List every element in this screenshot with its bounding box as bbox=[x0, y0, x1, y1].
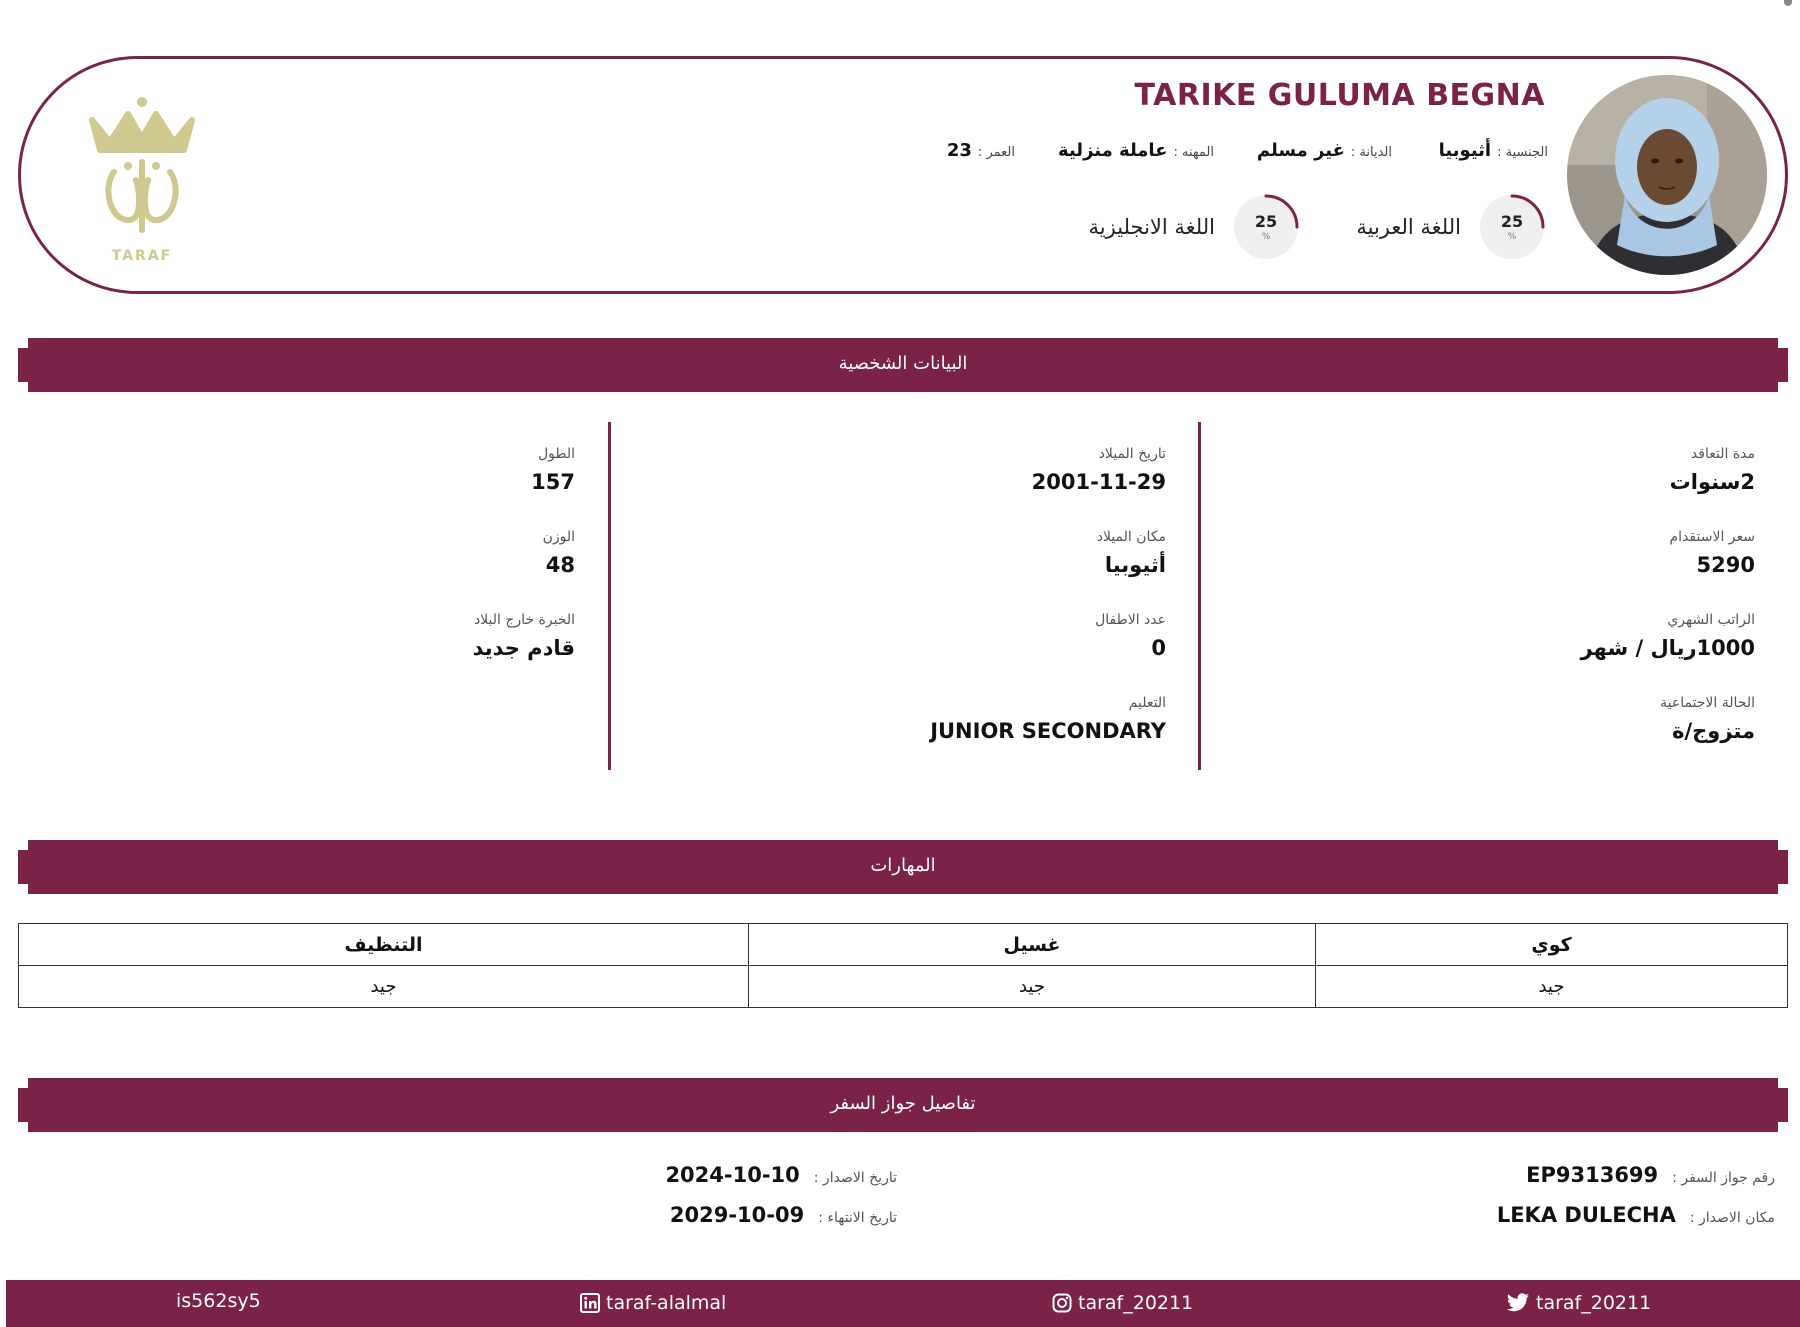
monthly-salary-field bbox=[1581, 612, 1755, 660]
taraf-logo bbox=[80, 92, 204, 264]
experience-abroad-field bbox=[473, 612, 575, 660]
skills-table bbox=[18, 923, 1788, 1008]
education-field bbox=[930, 695, 1166, 743]
passport-bar bbox=[18, 1078, 1788, 1132]
nationality-info bbox=[1439, 140, 1548, 161]
monthly-salary-value: 1000ريال / شهر bbox=[1580, 636, 1755, 660]
nationality-value: أثيوبيا bbox=[1438, 140, 1492, 161]
issue-place-label: مكان الاصدار : bbox=[1689, 1210, 1775, 1226]
recruitment-cost-label: سعر الاستقدام bbox=[1669, 529, 1755, 545]
birth-place-value: أثيوبيا bbox=[1104, 553, 1166, 577]
skill-ironing-level: جيد bbox=[1316, 966, 1788, 1008]
weight-value: 48 bbox=[545, 553, 575, 577]
children-count-field bbox=[1095, 612, 1166, 660]
expiry-date-value: 2029-10-09 bbox=[669, 1203, 805, 1227]
personal-data-title: البيانات الشخصية bbox=[838, 353, 968, 374]
language-arabic bbox=[1356, 194, 1545, 260]
education-label: التعليم bbox=[1128, 695, 1166, 711]
linkedin-link[interactable] bbox=[580, 1292, 726, 1314]
twitter-icon bbox=[1506, 1293, 1530, 1313]
birth-place-label: مكان الميلاد bbox=[1096, 529, 1166, 545]
skill-washing-level: جيد bbox=[749, 966, 1316, 1008]
skills-title: المهارات bbox=[870, 855, 936, 876]
instagram-link[interactable] bbox=[1052, 1292, 1193, 1314]
issue-date-value: 2024-10-10 bbox=[665, 1163, 800, 1187]
marital-status-label: الحالة الاجتماعية bbox=[1660, 695, 1755, 711]
contract-duration-label: مدة التعاقد bbox=[1690, 446, 1755, 462]
profession-value: عاملة منزلية bbox=[1058, 140, 1168, 161]
recruitment-cost-value: 5290 bbox=[1696, 553, 1755, 577]
twitter-handle: taraf_20211 bbox=[1536, 1292, 1652, 1314]
height-label: الطول bbox=[537, 446, 575, 462]
candidate-code: is562sy5 bbox=[176, 1290, 261, 1312]
english-percent-unit: % bbox=[1261, 232, 1271, 242]
religion-value: غير مسلم bbox=[1256, 140, 1345, 161]
column-divider-right bbox=[1198, 422, 1201, 770]
passport-number-value: EP9313699 bbox=[1526, 1163, 1659, 1187]
instagram-icon bbox=[1052, 1293, 1072, 1313]
recruitment-cost-field bbox=[1670, 529, 1755, 577]
instagram-handle: taraf_20211 bbox=[1078, 1292, 1194, 1314]
skill-ironing-header: كوي bbox=[1316, 924, 1788, 966]
religion-label: الديانة : bbox=[1350, 145, 1392, 160]
arabic-percent-unit: % bbox=[1507, 232, 1517, 242]
issue-place-field bbox=[1497, 1203, 1775, 1227]
height-value: 157 bbox=[531, 470, 575, 494]
logo-text: TARAF bbox=[111, 248, 173, 264]
contract-duration-field bbox=[1670, 446, 1755, 494]
age-value: 23 bbox=[946, 140, 972, 161]
skills-header-row bbox=[19, 924, 1788, 966]
english-percent-value: 25 bbox=[1254, 212, 1278, 231]
height-field bbox=[531, 446, 575, 494]
candidate-name: TARIKE GULUMA BEGNA bbox=[1134, 78, 1545, 113]
expiry-date-field bbox=[670, 1203, 897, 1227]
education-value: JUNIOR SECONDARY bbox=[930, 719, 1166, 743]
footer-code bbox=[176, 1290, 261, 1312]
age-label: العمر : bbox=[977, 145, 1015, 160]
arabic-gauge bbox=[1479, 194, 1545, 260]
arabic-language-label: اللغة العربية bbox=[1356, 215, 1461, 239]
skills-bar bbox=[18, 840, 1788, 894]
passport-number-label: رقم جواز السفر : bbox=[1672, 1170, 1775, 1186]
issue-date-field bbox=[665, 1163, 897, 1187]
birth-date-field bbox=[1032, 446, 1166, 494]
contract-duration-value: 2سنوات bbox=[1669, 470, 1755, 494]
children-count-label: عدد الاطفال bbox=[1095, 612, 1166, 628]
linkedin-handle: taraf-alalmal bbox=[606, 1292, 727, 1314]
crown-logo-icon bbox=[80, 92, 204, 242]
age-info bbox=[947, 140, 1015, 161]
passport-number-field bbox=[1526, 1163, 1775, 1187]
skill-cleaning-level: جيد bbox=[19, 966, 749, 1008]
children-count-value: 0 bbox=[1151, 636, 1166, 660]
religion-info bbox=[1257, 140, 1392, 161]
weight-label: الوزن bbox=[542, 529, 575, 545]
issue-place-value: LEKA DULECHA bbox=[1496, 1203, 1676, 1227]
marital-status-field bbox=[1660, 695, 1755, 743]
profession-info bbox=[1058, 140, 1214, 161]
linkedin-icon bbox=[580, 1293, 600, 1313]
column-divider-left bbox=[608, 422, 611, 770]
experience-abroad-value: قادم جديد bbox=[472, 636, 575, 660]
weight-field bbox=[543, 529, 575, 577]
corner-dot bbox=[1784, 0, 1792, 6]
skill-washing-header: غسيل bbox=[749, 924, 1316, 966]
monthly-salary-label: الراتب الشهري bbox=[1667, 612, 1755, 628]
passport-title: تفاصيل جواز السفر bbox=[830, 1093, 976, 1114]
nationality-label: الجنسية : bbox=[1497, 145, 1548, 160]
skill-cleaning-header: التنظيف bbox=[19, 924, 749, 966]
issue-date-label: تاريخ الاصدار : bbox=[813, 1170, 897, 1186]
birth-date-value: 2001-11-29 bbox=[1031, 470, 1166, 494]
experience-abroad-label: الخبرة خارج البلاد bbox=[473, 612, 575, 628]
english-language-label: اللغة الانجليزية bbox=[1088, 215, 1215, 239]
profile-photo bbox=[1567, 75, 1767, 275]
expiry-date-label: تاريخ الانتهاء : bbox=[818, 1210, 897, 1226]
language-english bbox=[1089, 194, 1299, 260]
birth-date-label: تاريخ الميلاد bbox=[1098, 446, 1166, 462]
profession-label: المهنه : bbox=[1173, 145, 1214, 160]
english-gauge bbox=[1233, 194, 1299, 260]
skills-level-row bbox=[19, 966, 1788, 1008]
footer-bar bbox=[6, 1280, 1800, 1327]
twitter-link[interactable] bbox=[1506, 1292, 1651, 1314]
birth-place-field bbox=[1097, 529, 1166, 577]
personal-data-bar bbox=[18, 338, 1788, 392]
arabic-percent-value: 25 bbox=[1500, 212, 1524, 231]
marital-status-value: متزوج/ة bbox=[1672, 719, 1755, 743]
